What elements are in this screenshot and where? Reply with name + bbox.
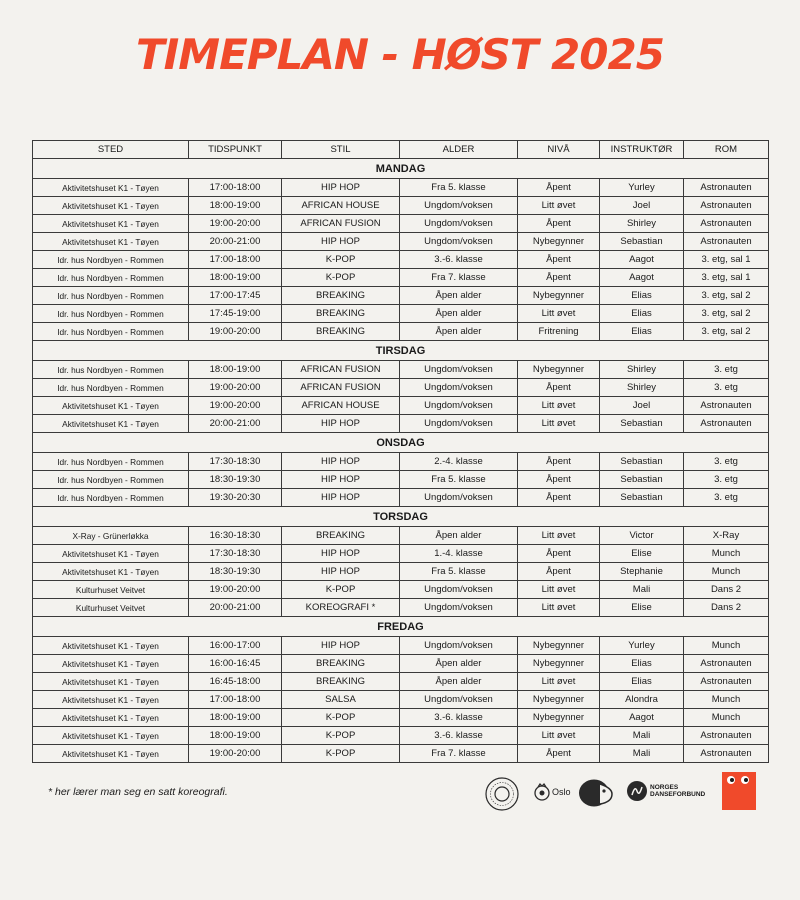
cell-alder: Fra 7. klasse [400,269,518,287]
cell-alder: Ungdom/voksen [400,197,518,215]
cell-instruktor: Mali [600,745,684,763]
cell-sted: Idr. hus Nordbyen - Rommen [33,269,189,287]
cell-alder: Fra 5. klasse [400,563,518,581]
cell-rom: Astronauten [684,197,769,215]
cell-stil: K-POP [282,251,400,269]
cell-tidspunkt: 20:00-21:00 [189,599,282,617]
cell-niva: Litt øvet [518,305,600,323]
cell-instruktor: Elias [600,305,684,323]
cell-alder: Ungdom/voksen [400,599,518,617]
day-header-row [33,507,769,527]
cell-rom: 3. etg, sal 2 [684,287,769,305]
table-row [33,527,769,545]
table-row [33,545,769,563]
oslo-crest-icon [534,782,550,802]
cell-niva: Åpent [518,489,600,507]
cell-tidspunkt: 16:00-17:00 [189,637,282,655]
cell-stil: BREAKING [282,673,400,691]
header-row [33,141,769,159]
cell-sted: Aktivitetshuset K1 - Tøyen [33,745,189,763]
cell-tidspunkt: 17:30-18:30 [189,453,282,471]
cell-rom: Astronauten [684,673,769,691]
cell-stil: HIP HOP [282,545,400,563]
page-title: TIMEPLAN - HØST 2025 [136,30,664,79]
cell-rom: Munch [684,563,769,581]
cell-niva: Nybegynner [518,691,600,709]
cell-niva: Åpent [518,379,600,397]
cell-alder: 3.-6. klasse [400,727,518,745]
table-row [33,197,769,215]
cell-stil: K-POP [282,581,400,599]
cell-sted: Aktivitetshuset K1 - Tøyen [33,727,189,745]
cell-sted: Idr. hus Nordbyen - Rommen [33,489,189,507]
cell-niva: Litt øvet [518,397,600,415]
cell-tidspunkt: 16:30-18:30 [189,527,282,545]
cell-stil: HIP HOP [282,563,400,581]
cell-rom: 3. etg, sal 2 [684,305,769,323]
cell-alder: 3.-6. klasse [400,251,518,269]
cell-stil: K-POP [282,709,400,727]
red-mascot-icon [722,772,756,810]
cell-rom: Astronauten [684,215,769,233]
cell-tidspunkt: 19:00-20:00 [189,379,282,397]
cell-niva: Åpent [518,251,600,269]
norges-text: NORGES [650,784,679,791]
cell-alder: 1.-4. klasse [400,545,518,563]
cell-instruktor: Elias [600,287,684,305]
cell-sted: Aktivitetshuset K1 - Tøyen [33,415,189,433]
table-row [33,563,769,581]
cell-alder: Ungdom/voksen [400,233,518,251]
cell-stil: HIP HOP [282,179,400,197]
cell-tidspunkt: 19:00-20:00 [189,323,282,341]
cell-stil: AFRICAN FUSION [282,361,400,379]
cell-instruktor: Elias [600,673,684,691]
cell-sted: Aktivitetshuset K1 - Tøyen [33,215,189,233]
cell-niva: Åpent [518,471,600,489]
cell-sted: Idr. hus Nordbyen - Rommen [33,453,189,471]
cell-sted: Aktivitetshuset K1 - Tøyen [33,545,189,563]
cell-sted: Idr. hus Nordbyen - Rommen [33,287,189,305]
cell-instruktor: Sebastian [600,471,684,489]
cell-niva: Nybegynner [518,709,600,727]
danseforbund-text: DANSEFORBUND [650,791,706,798]
cell-alder: Ungdom/voksen [400,361,518,379]
cell-stil: HIP HOP [282,637,400,655]
cell-niva: Nybegynner [518,655,600,673]
table-row [33,489,769,507]
cell-tidspunkt: 19:30-20:30 [189,489,282,507]
cell-tidspunkt: 19:00-20:00 [189,581,282,599]
cell-stil: AFRICAN HOUSE [282,197,400,215]
cell-sted: Kulturhuset Veitvet [33,581,189,599]
cell-stil: BREAKING [282,305,400,323]
cell-alder: Åpen alder [400,287,518,305]
col-header-sted: STED [33,141,189,159]
cell-sted: X-Ray - Grünerløkka [33,527,189,545]
cell-rom: Astronauten [684,415,769,433]
cell-niva: Nybegynner [518,361,600,379]
table-row [33,305,769,323]
cell-rom: Munch [684,691,769,709]
cell-instruktor: Yurley [600,637,684,655]
head-logo [578,778,616,813]
cell-niva: Åpent [518,269,600,287]
cell-rom: Munch [684,709,769,727]
cell-alder: 3.-6. klasse [400,709,518,727]
cell-rom: Astronauten [684,233,769,251]
table-row [33,379,769,397]
cell-tidspunkt: 17:45-19:00 [189,305,282,323]
cell-rom: Munch [684,637,769,655]
cell-alder: Åpen alder [400,673,518,691]
cell-tidspunkt: 17:30-18:30 [189,545,282,563]
cell-rom: Dans 2 [684,599,769,617]
cell-rom: Munch [684,545,769,563]
oslo-logo [534,782,571,807]
cell-instruktor: Stephanie [600,563,684,581]
cell-stil: BREAKING [282,287,400,305]
cell-instruktor: Aagot [600,251,684,269]
sponsor-logos [484,772,764,812]
table-row [33,453,769,471]
footnote: * her lærer man seg en satt koreografi. [48,786,228,798]
cell-alder: Fra 7. klasse [400,745,518,763]
cell-sted: Kulturhuset Veitvet [33,599,189,617]
cell-sted: Idr. hus Nordbyen - Rommen [33,323,189,341]
cell-niva: Nybegynner [518,287,600,305]
cell-instruktor: Shirley [600,361,684,379]
cell-instruktor: Elise [600,545,684,563]
cell-tidspunkt: 18:00-19:00 [189,197,282,215]
cell-instruktor: Elise [600,599,684,617]
cell-rom: 3. etg, sal 1 [684,269,769,287]
cell-stil: HIP HOP [282,489,400,507]
cell-instruktor: Aagot [600,269,684,287]
cell-niva: Litt øvet [518,673,600,691]
cell-stil: BREAKING [282,527,400,545]
cell-tidspunkt: 19:00-20:00 [189,745,282,763]
table-row [33,233,769,251]
face-profile-icon [578,778,616,808]
cell-niva: Nybegynner [518,637,600,655]
cell-alder: Åpen alder [400,655,518,673]
cell-rom: X-Ray [684,527,769,545]
cell-stil: KOREOGRAFI * [282,599,400,617]
cell-alder: Fra 5. klasse [400,179,518,197]
cell-sted: Idr. hus Nordbyen - Rommen [33,251,189,269]
cell-instruktor: Elias [600,323,684,341]
table-row [33,673,769,691]
cell-alder: Ungdom/voksen [400,691,518,709]
day-header: TIRSDAG [33,341,769,361]
cell-instruktor: Alondra [600,691,684,709]
day-header-row [33,617,769,637]
cell-instruktor: Aagot [600,709,684,727]
table-row [33,727,769,745]
cell-stil: AFRICAN FUSION [282,215,400,233]
cell-stil: K-POP [282,745,400,763]
col-header-stil: STIL [282,141,400,159]
table-row [33,269,769,287]
cell-sted: Aktivitetshuset K1 - Tøyen [33,179,189,197]
cell-stil: BREAKING [282,323,400,341]
cell-stil: BREAKING [282,655,400,673]
cell-sted: Idr. hus Nordbyen - Rommen [33,379,189,397]
cell-tidspunkt: 16:00-16:45 [189,655,282,673]
day-header-row [33,433,769,453]
cell-stil: HIP HOP [282,453,400,471]
day-header-row [33,159,769,179]
day-header: ONSDAG [33,433,769,453]
table-row [33,745,769,763]
cell-sted: Aktivitetshuset K1 - Tøyen [33,655,189,673]
cell-instruktor: Sebastian [600,233,684,251]
cell-alder: Fra 5. klasse [400,471,518,489]
cell-instruktor: Joel [600,197,684,215]
table-row [33,709,769,727]
cell-sted: Idr. hus Nordbyen - Rommen [33,361,189,379]
cell-tidspunkt: 17:00-18:00 [189,179,282,197]
cell-niva: Litt øvet [518,415,600,433]
cell-alder: 2.-4. klasse [400,453,518,471]
cell-instruktor: Shirley [600,379,684,397]
cell-rom: Dans 2 [684,581,769,599]
cell-instruktor: Joel [600,397,684,415]
danseforbund-emblem-icon [626,780,648,802]
cell-alder: Ungdom/voksen [400,379,518,397]
cell-sted: Aktivitetshuset K1 - Tøyen [33,233,189,251]
table-row [33,215,769,233]
cell-rom: 3. etg, sal 2 [684,323,769,341]
col-header-tidspunkt: TIDSPUNKT [189,141,282,159]
table-row [33,637,769,655]
cell-sted: Aktivitetshuset K1 - Tøyen [33,709,189,727]
table-row [33,251,769,269]
cell-niva: Åpent [518,745,600,763]
cell-sted: Aktivitetshuset K1 - Tøyen [33,673,189,691]
cell-tidspunkt: 18:00-19:00 [189,727,282,745]
cell-niva: Litt øvet [518,527,600,545]
cell-niva: Litt øvet [518,727,600,745]
day-header: FREDAG [33,617,769,637]
col-header-alder: ALDER [400,141,518,159]
mascot-logo [722,772,756,815]
cell-rom: 3. etg [684,471,769,489]
cell-instruktor: Mali [600,727,684,745]
schedule-body [33,159,769,763]
cell-tidspunkt: 19:00-20:00 [189,215,282,233]
cell-tidspunkt: 19:00-20:00 [189,397,282,415]
col-header-instruktor: INSTRUKTØR [600,141,684,159]
cell-alder: Ungdom/voksen [400,215,518,233]
schedule-table [32,140,769,763]
cell-niva: Åpent [518,215,600,233]
cell-alder: Ungdom/voksen [400,637,518,655]
table-row [33,323,769,341]
cell-stil: SALSA [282,691,400,709]
cell-tidspunkt: 18:30-19:30 [189,471,282,489]
norges-danseforbund-logo [626,780,706,807]
cell-alder: Ungdom/voksen [400,581,518,599]
cell-niva: Åpent [518,545,600,563]
cell-niva: Litt øvet [518,581,600,599]
sparebank-seal-icon [484,776,520,812]
cell-alder: Ungdom/voksen [400,415,518,433]
cell-stil: K-POP [282,269,400,287]
cell-instruktor: Yurley [600,179,684,197]
cell-rom: Astronauten [684,179,769,197]
cell-stil: HIP HOP [282,471,400,489]
cell-alder: Åpen alder [400,527,518,545]
cell-sted: Aktivitetshuset K1 - Tøyen [33,691,189,709]
table-row [33,361,769,379]
cell-tidspunkt: 18:00-19:00 [189,269,282,287]
table-row [33,397,769,415]
cell-niva: Åpent [518,179,600,197]
cell-rom: 3. etg [684,453,769,471]
cell-sted: Idr. hus Nordbyen - Rommen [33,471,189,489]
cell-sted: Aktivitetshuset K1 - Tøyen [33,397,189,415]
table-row [33,179,769,197]
cell-tidspunkt: 16:45-18:00 [189,673,282,691]
cell-instruktor: Victor [600,527,684,545]
cell-rom: 3. etg, sal 1 [684,251,769,269]
cell-niva: Åpent [518,563,600,581]
cell-sted: Aktivitetshuset K1 - Tøyen [33,637,189,655]
cell-instruktor: Mali [600,581,684,599]
cell-niva: Nybegynner [518,233,600,251]
sparebankstiftelsen-logo [484,776,520,817]
table-row [33,471,769,489]
col-header-rom: ROM [684,141,769,159]
table-row [33,655,769,673]
cell-tidspunkt: 20:00-21:00 [189,233,282,251]
cell-sted: Aktivitetshuset K1 - Tøyen [33,563,189,581]
cell-rom: 3. etg [684,361,769,379]
cell-tidspunkt: 17:00-17:45 [189,287,282,305]
table-row [33,287,769,305]
cell-rom: 3. etg [684,489,769,507]
cell-sted: Aktivitetshuset K1 - Tøyen [33,197,189,215]
cell-alder: Ungdom/voksen [400,489,518,507]
cell-tidspunkt: 17:00-18:00 [189,251,282,269]
cell-niva: Fritrening [518,323,600,341]
table-row [33,599,769,617]
cell-rom: Astronauten [684,727,769,745]
cell-stil: AFRICAN HOUSE [282,397,400,415]
table-row [33,415,769,433]
day-header: MANDAG [33,159,769,179]
cell-niva: Litt øvet [518,599,600,617]
cell-rom: 3. etg [684,379,769,397]
cell-instruktor: Elias [600,655,684,673]
col-header-niva: NIVÅ [518,141,600,159]
cell-tidspunkt: 18:00-19:00 [189,709,282,727]
day-header-row [33,341,769,361]
cell-sted: Idr. hus Nordbyen - Rommen [33,305,189,323]
cell-alder: Ungdom/voksen [400,397,518,415]
cell-tidspunkt: 20:00-21:00 [189,415,282,433]
cell-instruktor: Shirley [600,215,684,233]
cell-niva: Åpent [518,453,600,471]
table-row [33,581,769,599]
cell-instruktor: Sebastian [600,453,684,471]
cell-rom: Astronauten [684,397,769,415]
cell-rom: Astronauten [684,745,769,763]
cell-alder: Åpen alder [400,323,518,341]
cell-alder: Åpen alder [400,305,518,323]
day-header: TORSDAG [33,507,769,527]
cell-stil: AFRICAN FUSION [282,379,400,397]
oslo-logo-text: Oslo [552,787,571,797]
cell-tidspunkt: 18:30-19:30 [189,563,282,581]
cell-tidspunkt: 17:00-18:00 [189,691,282,709]
cell-niva: Litt øvet [518,197,600,215]
cell-stil: HIP HOP [282,233,400,251]
cell-rom: Astronauten [684,655,769,673]
table-row [33,691,769,709]
cell-instruktor: Sebastian [600,489,684,507]
cell-stil: K-POP [282,727,400,745]
cell-tidspunkt: 18:00-19:00 [189,361,282,379]
cell-instruktor: Sebastian [600,415,684,433]
cell-stil: HIP HOP [282,415,400,433]
